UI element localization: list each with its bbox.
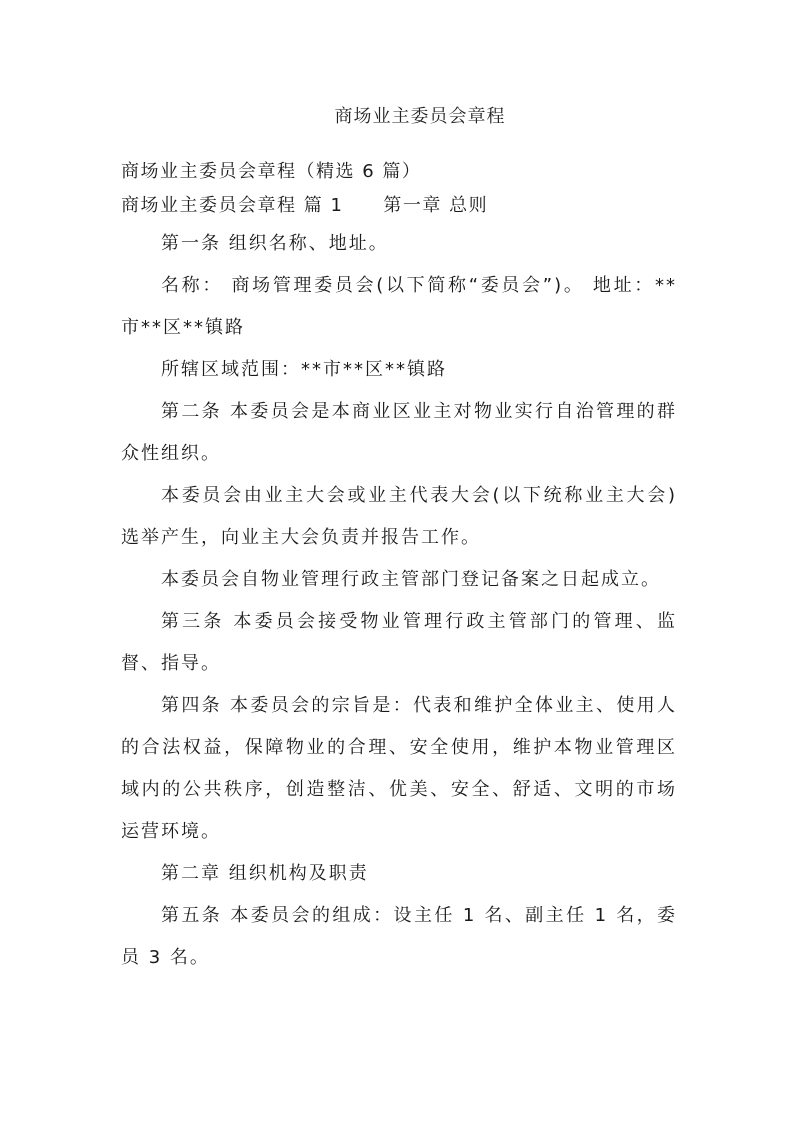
establishment-paragraph: 本委员会自物业管理行政主管部门登记备案之日起成立。 — [161, 569, 661, 590]
org-name-address: 名称： 商场管理委员会(以下简称“委员会”)。 地址：**市**区**镇路 — [121, 275, 677, 338]
election-paragraph: 本委员会由业主大会或业主代表大会(以下统称业主大会)选举产生，向业主大会负责并报告工作。 — [121, 485, 677, 548]
article-5: 第五条 本委员会的组成：设主任 1 名、副主任 1 名，委员 3 名。 — [121, 905, 677, 968]
chapter-2-heading: 第二章 组织机构及职责 — [161, 863, 369, 884]
jurisdiction-scope: 所辖区域范围：**市**区**镇路 — [161, 359, 447, 380]
document-subtitle: 商场业主委员会章程（精选 6 篇） — [121, 161, 422, 182]
chapter-heading: 第一章 总则 — [383, 195, 489, 216]
article-1: 第一条 组织名称、地址。 — [161, 233, 389, 254]
document-title: 商场业主委员会章程 — [334, 106, 506, 127]
article-4: 第四条 本委员会的宗旨是：代表和维护全体业主、使用人的合法权益，保障物业的合理、安全使用，维护本物业管理区域内的公共秩序，创造整洁、优美、安全、舒适、文明的市场运营环境。 — [121, 695, 677, 842]
piece-heading-line — [121, 189, 677, 223]
article-2: 第二条 本委员会是本商业区业主对物业实行自治管理的群众性组织。 — [121, 401, 677, 464]
piece-heading: 商场业主委员会章程 篇 1 — [121, 195, 344, 216]
document-body — [121, 155, 677, 979]
article-3: 第三条 本委员会接受物业管理行政主管部门的管理、监督、指导。 — [121, 611, 677, 674]
